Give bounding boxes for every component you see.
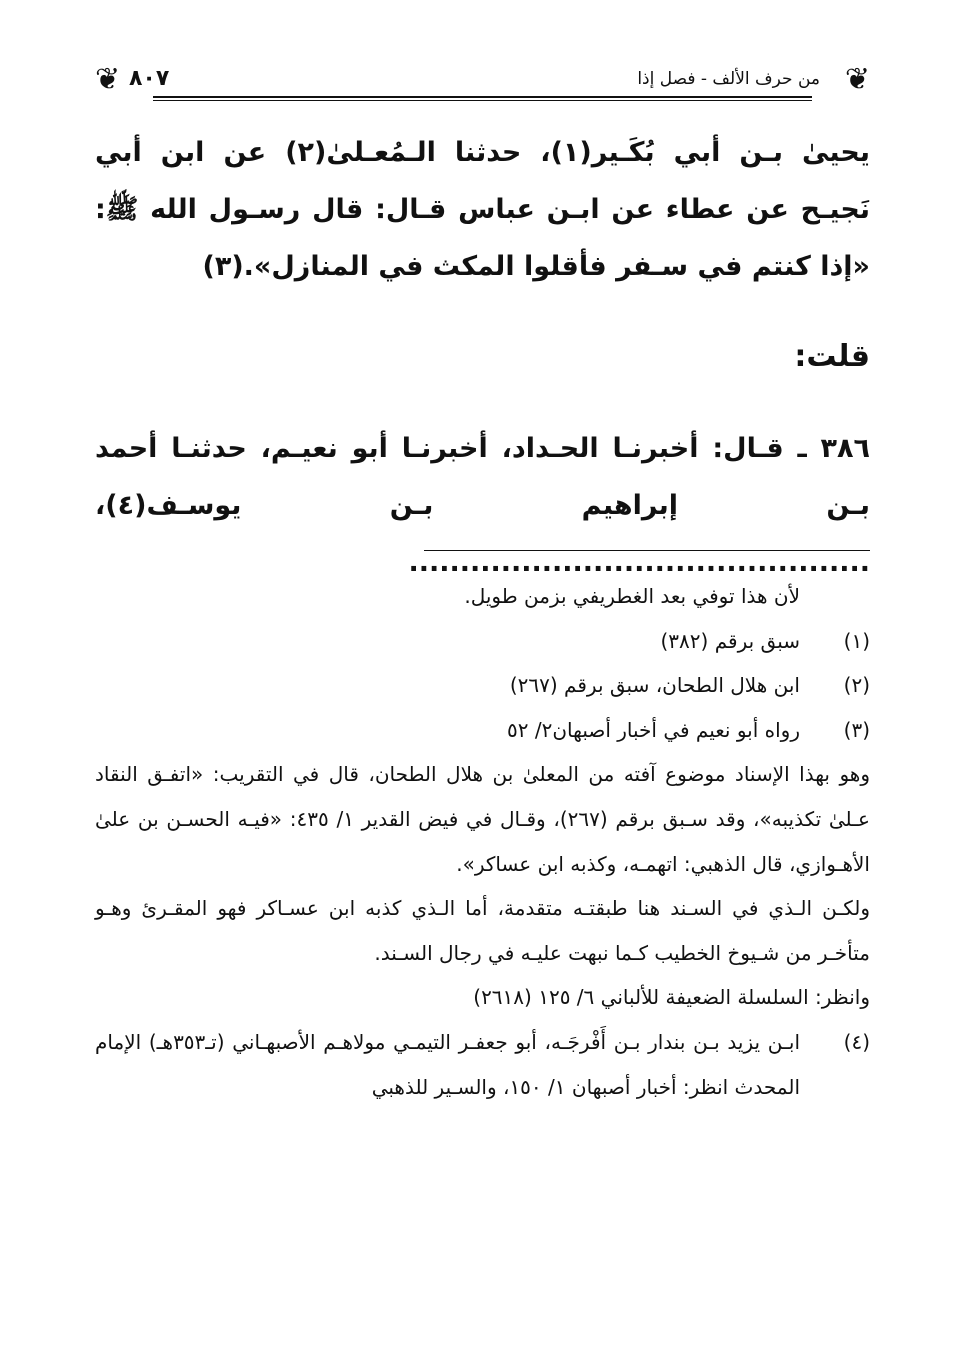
page-number: ٨٠٧ bbox=[129, 66, 170, 91]
running-header-title: من حرف الألف - فصل إذا bbox=[637, 69, 820, 89]
footnote-3-body: وهو بهذا الإسناد موضوع آفته من المعلىٰ بن هلال الطحان، قال في التقريب: «اتفـق النقاد عـلىٰ تكذيبه»، وقد سـبق برقم (٢٦٧)، وقـال في فيض القدير ١/ ٤٣٥: «فيـه الحسـن بن علىٰ الأهـوازي، قال الذهبي: اتهمـه، وكذبه ابن عساكر». bbox=[95, 762, 870, 876]
main-paragraph-1 bbox=[95, 124, 870, 295]
footnote-separator bbox=[424, 550, 870, 551]
footnote-number: (١) bbox=[843, 628, 870, 653]
main-paragraph-2 bbox=[95, 420, 870, 591]
footnote-3-body-continued: ولكـن الـذي في السـند هنا طبقتـه متقدمة، أما الـذي كذبه ابن عسـاكر فهو المقـرئ وهـو متأخـر من شـيوخ الخطيب كـما نبهت عليـه في رجال السـند. bbox=[95, 896, 870, 965]
paragraph-text: ٣٨٦ ـ قـال: أخبرنـا الحـداد، أخبرنـا أبو نعيـم، حدثنـا أحمد بـن إبراهيم بـن يوسـف⁨(٤)⁩، ............................................. bbox=[95, 433, 870, 578]
footnote-number: (٤) bbox=[843, 1029, 870, 1054]
footnote-item bbox=[95, 663, 870, 708]
footnote-item bbox=[95, 1020, 870, 1109]
paragraph-text: يحيىٰ بـن أبي بُكَـير⁨(١)⁩، حدثنا الـمُعـلىٰ⁨(٢)⁩ عن ابن أبي نَجيـح عن عطاء عن ابـن عباس قـال: قال رسـول الله ﷺ: «إذا كنتم في سـفر فأقلوا المكث في المنازل».⁨(٣)⁩ bbox=[95, 137, 870, 282]
header-ornament-left-icon: ❦ bbox=[95, 62, 121, 97]
footnote-number: (٢) bbox=[843, 673, 870, 698]
header-ornament-right-icon: ❦ bbox=[844, 62, 870, 97]
footnote-number: (٣) bbox=[843, 717, 870, 742]
footnote-text: ابـن يزيد بـن بندار بـن أَفْرجَـه، أبو جعفـر التيمـي مولاهـم الأصبهـاني (تـ٣٥٣هـ) الإمام المحدث انظر: أخبار أصبهان ١/ ١٥٠، والسـير للذهبي bbox=[95, 1029, 800, 1099]
header-rule bbox=[153, 96, 812, 98]
footnote-continuation: لأن هذا توفي بعد الغطريفي بزمن طويل. bbox=[464, 584, 800, 608]
footnote-text: ابن هلال الطحان، سبق برقم (٢٦٧) bbox=[509, 673, 800, 698]
footnote-text: رواه أبو نعيم في أخبار أصبهان٢/ ٥٢ bbox=[506, 717, 800, 742]
footnote-3-see-also: وانظر: السلسلة الضعيفة للألباني ٦/ ١٢٥ (٢٦١٨) bbox=[473, 985, 870, 1010]
footnotes bbox=[95, 574, 870, 1109]
page-header bbox=[95, 60, 870, 100]
footnote-text: سبق برقم (٣٨٢) bbox=[660, 628, 800, 653]
footnote-item bbox=[95, 708, 870, 753]
footnote-item bbox=[95, 619, 870, 664]
section-heading: قلت: bbox=[794, 339, 870, 374]
